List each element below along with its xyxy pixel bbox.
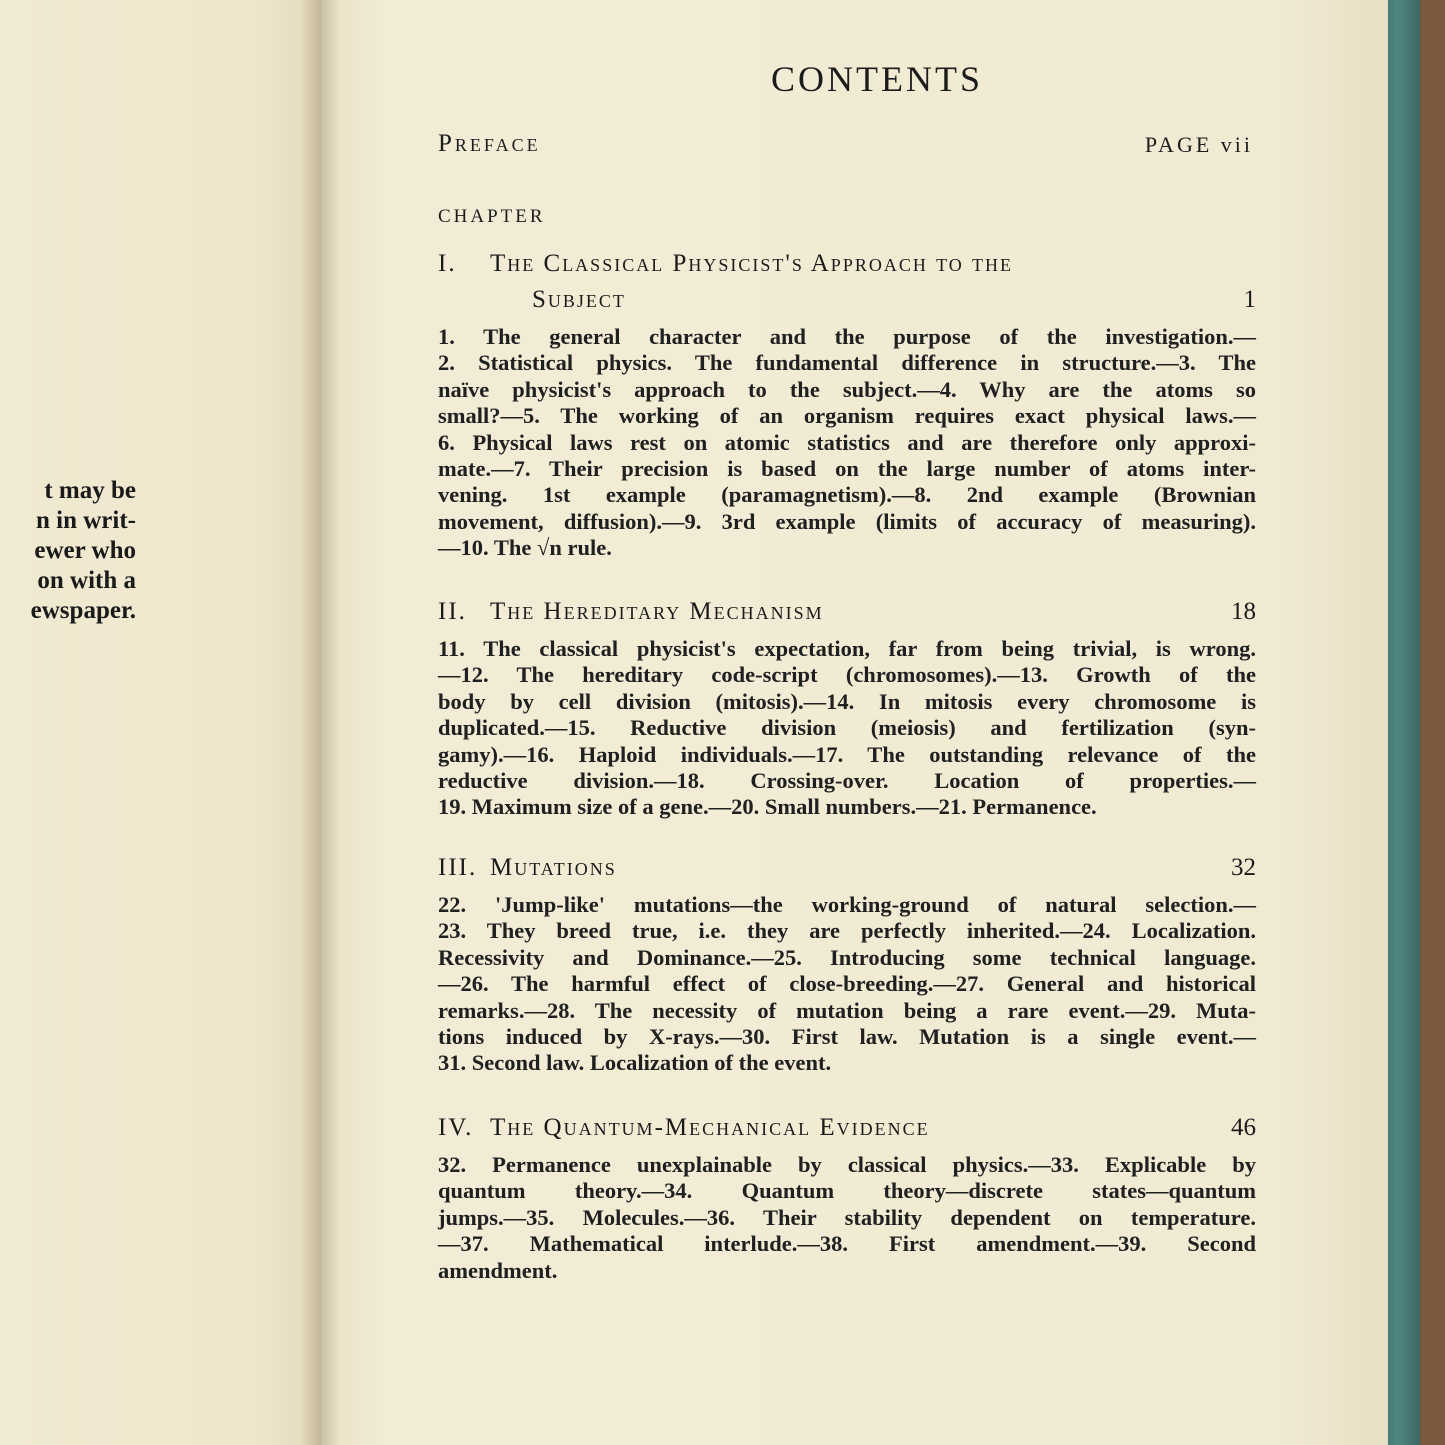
chapter-numeral: III. [438,854,478,881]
chapter-entry-2 [438,594,1256,821]
left-page-line: ewspaper. [30,597,136,624]
section-line: mate.—7. Their precision is based on the large number of atoms inter- [438,456,1256,482]
section-line: 23. They breed true, i.e. they are perfectly inherited.—24. Localization. [438,918,1256,944]
section-line: 31. Second law. Localization of the event. [438,1050,832,1076]
section-line: naïve physicist's approach to the subject.—4. Why are the atoms so [438,376,1256,402]
section-line: movement, diffusion).—9. 3rd example (limits of accuracy of measuring). [438,508,1256,534]
preface-entry [438,130,1253,164]
chapter-title: Mutations [490,854,617,881]
left-page-line: on with a [37,567,136,594]
section-line: vening. 1st example (paramagnetism).—8. 2nd example (Brownian [438,482,1256,508]
chapter-heading [438,850,1256,886]
section-line: 6. Physical laws rest on atomic statistics and are therefore only approxi- [438,429,1256,455]
section-line: 22. 'Jump-like' mutations—the working-ground of natural selection.— [438,892,1256,917]
section-line: small?—5. The working of an organism requires exact physical laws.— [438,403,1256,429]
left-page-line: n in writ- [36,507,136,534]
section-line: body by cell division (mitosis).—14. In mitosis every chromosome is [438,688,1256,714]
section-line: remarks.—28. The necessity of mutation being a rare event.—29. Muta- [438,997,1256,1023]
section-line: —10. The √n rule. [438,535,612,561]
left-page-line: t may be [44,477,136,504]
left-page-text-fragment [0,476,136,626]
chapter-page-number: 32 [1231,854,1256,881]
chapter-page-number: 46 [1231,1114,1256,1141]
section-line: 1. The general character and the purpose of the investigation.— [438,324,1256,349]
chapter-numeral: IV. [438,1114,474,1141]
section-line: jumps.—35. Molecules.—36. Their stability dependent on temperature. [438,1204,1256,1230]
chapter-page-number: 1 [1243,286,1256,313]
section-line: 11. The classical physicist's expectation, far from being trivial, is wrong. [438,636,1256,661]
chapter-heading [438,246,1256,282]
chapter-section-list [438,636,1256,821]
chapter-entry-4 [438,1110,1256,1284]
section-line: tions induced by X-rays.—30. First law. Mutation is a single event.— [438,1024,1256,1050]
chapter-section-list [438,1152,1256,1284]
chapter-numeral: II. [438,598,467,625]
preface-label: Preface [438,130,541,157]
section-line: amendment. [438,1257,558,1283]
chapter-section-list [438,892,1256,1077]
chapter-column-label: CHAPTER [438,206,546,227]
chapter-page-number: 18 [1231,598,1256,625]
section-line: —26. The harmful effect of close-breeding.—27. General and historical [438,971,1256,997]
chapter-numeral: I. [438,250,457,277]
chapter-entry-3 [438,850,1256,1077]
chapter-title-continued: Subject [532,286,626,313]
section-line: 19. Maximum size of a gene.—20. Small numbers.—21. Permanence. [438,794,1097,820]
section-line: 2. Statistical physics. The fundamental difference in structure.—3. The [438,350,1256,376]
section-line: —12. The hereditary code-script (chromosomes).—13. Growth of the [438,662,1256,688]
chapter-section-list [438,324,1256,562]
chapter-title: The Classical Physicist's Approach to the [490,250,1013,277]
page-title: CONTENTS [771,59,983,99]
left-book-page [0,0,322,1445]
preface-page-number: PAGE vii [1144,132,1253,157]
section-line: 32. Permanence unexplainable by classical physics.—33. Explicable by [438,1152,1256,1177]
chapter-title: The Quantum-Mechanical Evidence [490,1114,930,1141]
book-gutter-shadow [300,0,340,1445]
chapter-heading-continued [438,282,1256,318]
section-line: quantum theory.—34. Quantum theory—discrete states—quantum [438,1178,1256,1204]
chapter-heading [438,594,1256,630]
section-line: reductive division.—18. Crossing-over. Location of properties.— [438,768,1256,794]
section-line: Recessivity and Dominance.—25. Introducing some technical language. [438,944,1256,970]
section-line: gamy).—16. Haploid individuals.—17. The outstanding relevance of the [438,741,1256,767]
contents-page [322,0,1388,1445]
chapter-heading [438,1110,1256,1146]
section-line: —37. Mathematical interlude.—38. First amendment.—39. Second [438,1231,1256,1257]
left-page-line: ewer who [34,537,136,564]
chapter-title: The Hereditary Mechanism [490,598,824,625]
section-line: duplicated.—15. Reductive division (meiosis) and fertilization (syn- [438,715,1256,741]
chapter-entry-1 [438,246,1256,562]
